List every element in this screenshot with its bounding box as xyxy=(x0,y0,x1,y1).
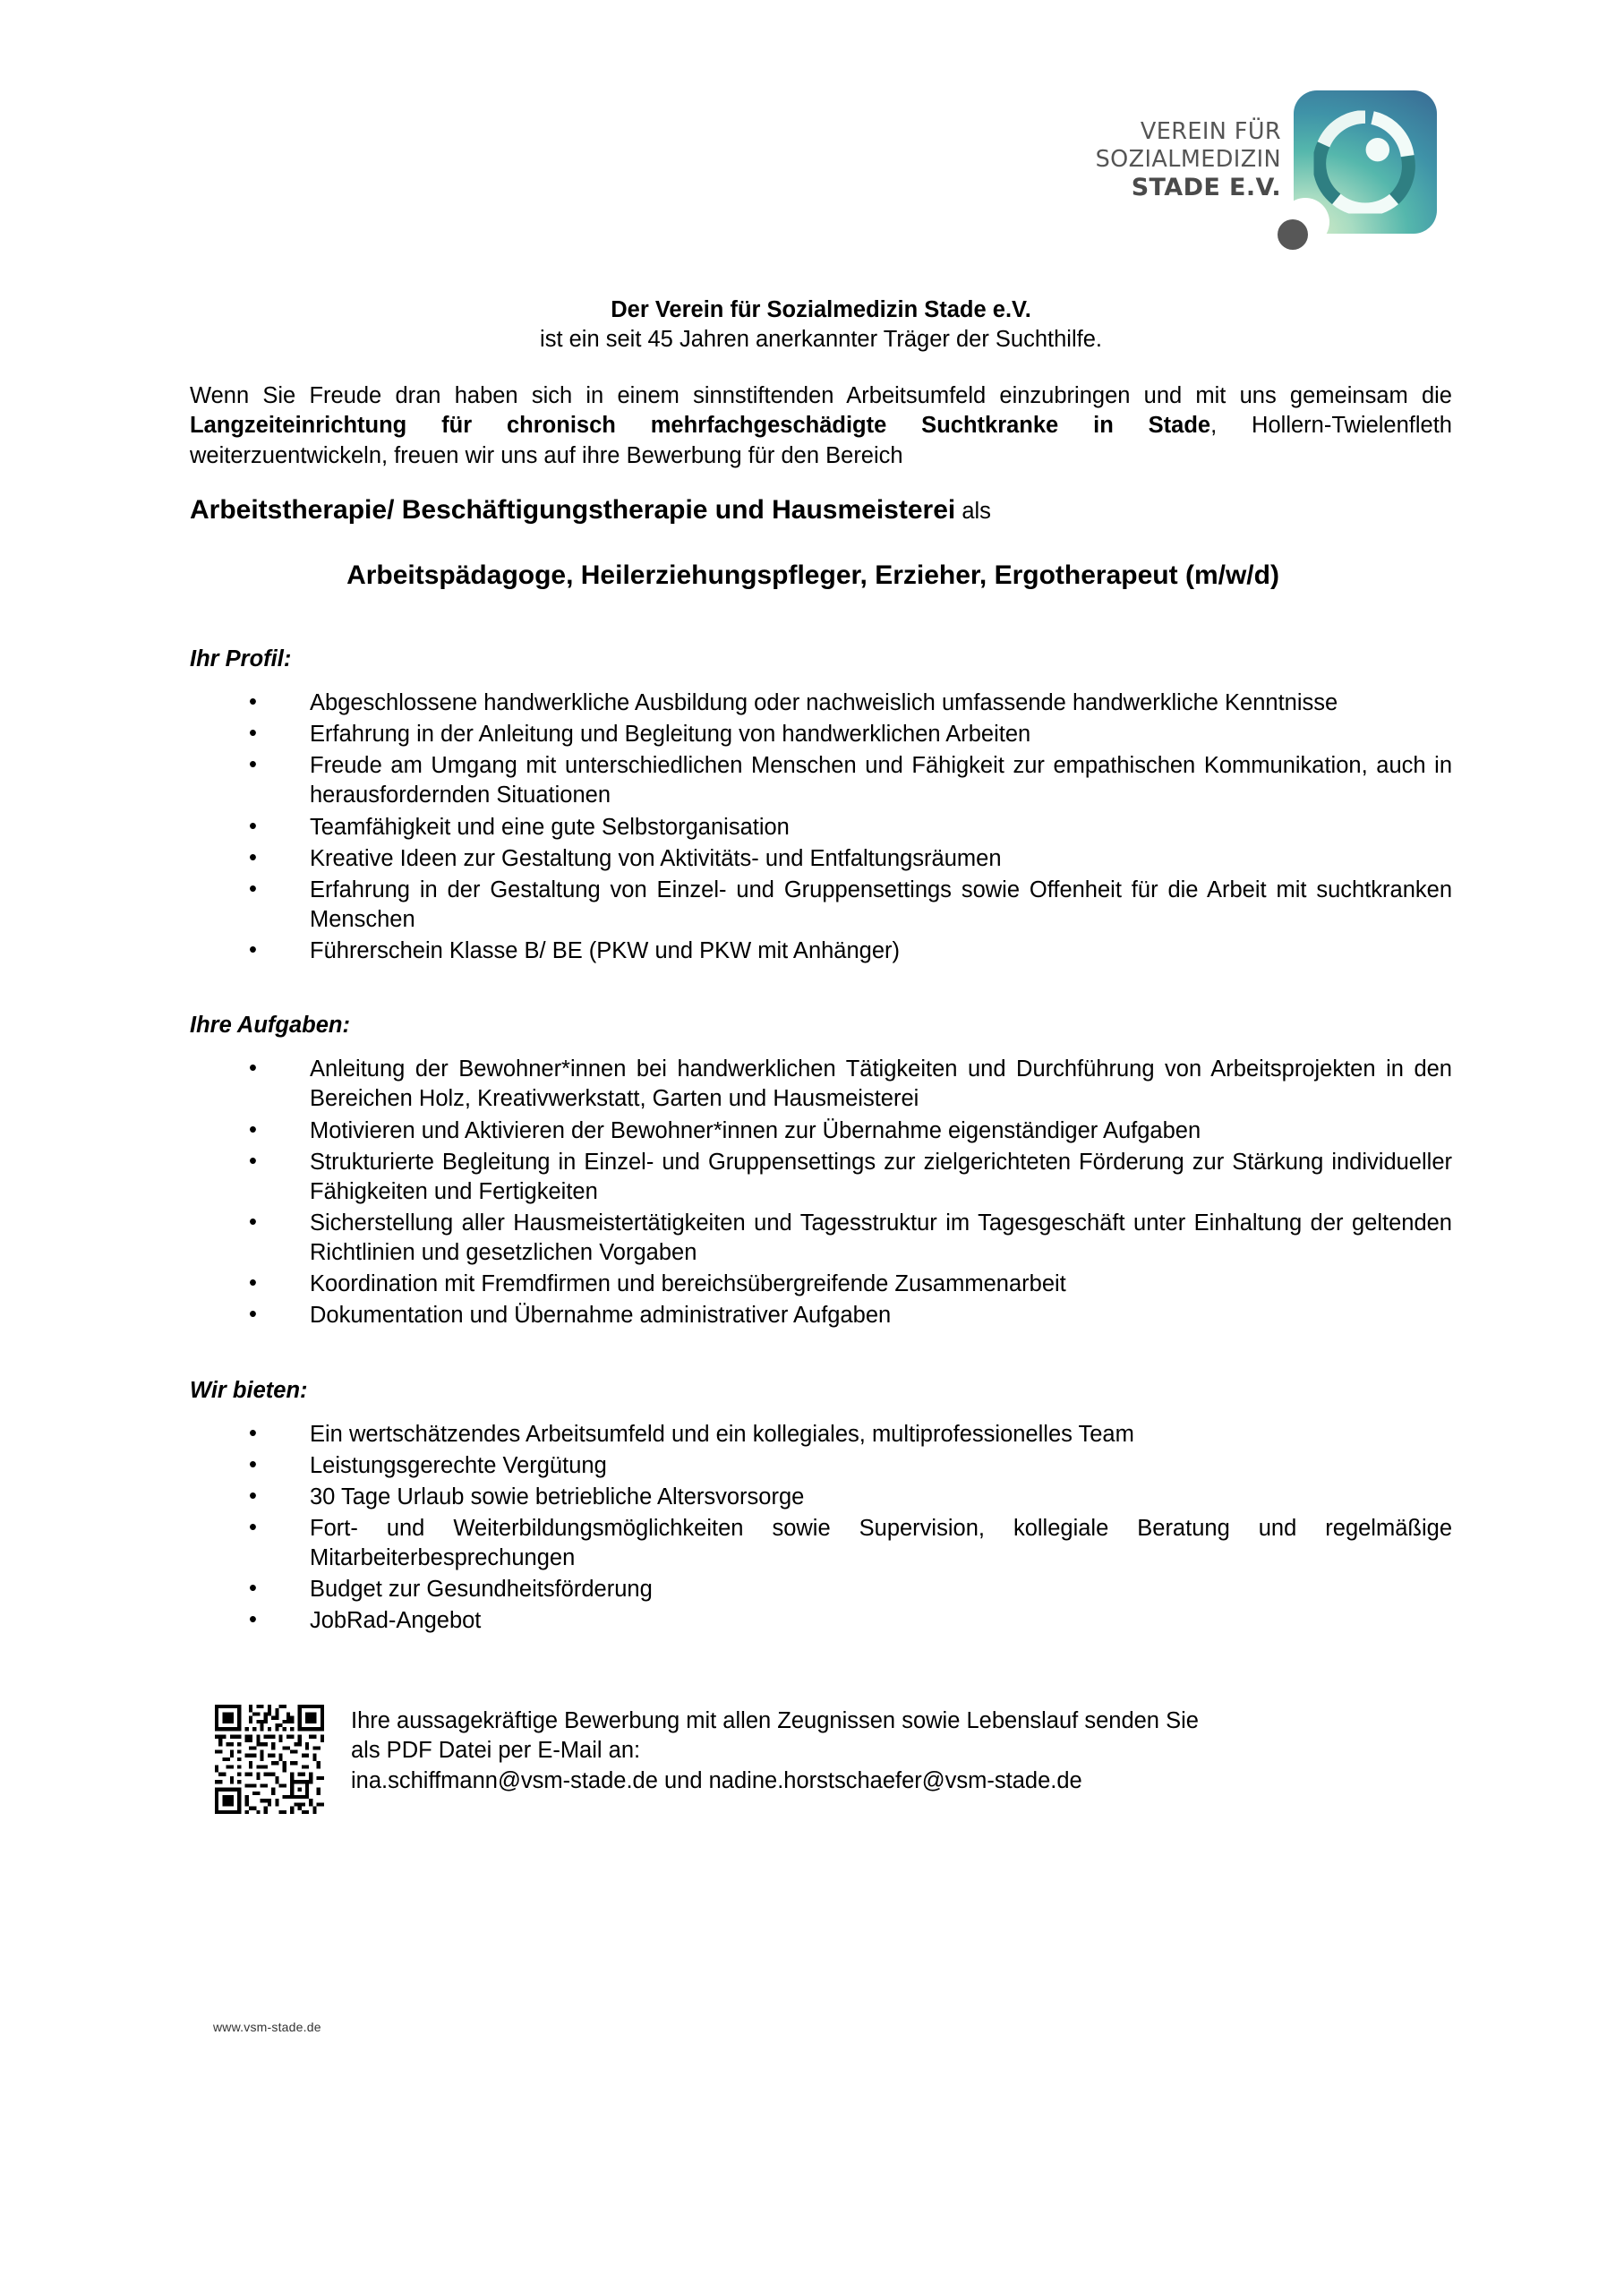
list-item: • Freude am Umgang mit unterschiedlichen Menschen und Fähigkeit zur empathischen Kommunikation, auch in herausfordernden Situationen xyxy=(190,751,1452,810)
intro-part-1: Wenn Sie Freude dran haben sich in einem sinnstiftenden Arbeitsumfeld einzubringen und mit uns gemeinsam die xyxy=(190,383,1452,409)
logo-line-1: VEREIN FÜR xyxy=(1140,117,1281,145)
qr-code-icon xyxy=(215,1705,324,1814)
intro-bold-facility: Langzeiteinrichtung für chronisch mehrfachgeschädigte Suchtkranke in Stade xyxy=(190,413,1211,439)
profile-list xyxy=(190,688,1452,966)
organization-subtitle: ist ein seit 45 Jahren anerkannter Träger der Suchthilfe. xyxy=(540,327,1102,353)
application-instructions xyxy=(190,1701,1452,1814)
section-heading-offer: Wir bieten: xyxy=(190,1377,308,1403)
list-item: • Leistungsgerechte Vergütung xyxy=(190,1451,1452,1481)
website-url[interactable]: www.vsm-stade.de xyxy=(213,2020,321,2034)
offer-list xyxy=(190,1420,1452,1637)
list-item: • Koordination mit Fremdfirmen und bereichsübergreifende Zusammenarbeit xyxy=(190,1270,1452,1299)
list-item: • Führerschein Klasse B/ BE (PKW und PKW mit Anhänger) xyxy=(190,936,1452,966)
list-item: • Sicherstellung aller Hausmeistertätigkeiten und Tagesstruktur im Tagesgeschäft unter Einhaltung der geltenden Richtlinien und gesetzlichen Vorgaben xyxy=(190,1209,1452,1268)
section-heading-profile: Ihr Profil: xyxy=(190,646,292,671)
intro-paragraph xyxy=(190,381,1452,470)
department-line xyxy=(190,493,1452,527)
list-item: • Fort- und Weiterbildungsmöglichkeiten sowie Supervision, kollegiale Beratung und regelmäßige Mitarbeiterbesprechungen xyxy=(190,1514,1452,1573)
list-item: • 30 Tage Urlaub sowie betriebliche Altersvorsorge xyxy=(190,1483,1452,1512)
header-block xyxy=(190,295,1452,355)
intro-part-2: , Hollern-Twielenfleth weiterzuentwickeln, freuen wir uns auf ihre Bewerbung für den Bereich xyxy=(190,413,1452,468)
list-item: • JobRad-Angebot xyxy=(190,1606,1452,1636)
list-item: • Dokumentation und Übernahme administrativer Aufgaben xyxy=(190,1301,1452,1330)
document-body xyxy=(190,0,1452,1814)
job-title: Arbeitspädagoge, Heilerziehungspfleger, Erzieher, Ergotherapeut (m/w/d) xyxy=(346,560,1279,590)
list-item: • Kreative Ideen zur Gestaltung von Aktivitäts- und Entfaltungsräumen xyxy=(190,844,1452,874)
apply-line-2: als PDF Datei per E-Mail an: xyxy=(351,1738,641,1764)
logo-line-3: STADE E.V. xyxy=(1131,174,1281,202)
list-item: • Erfahrung in der Gestaltung von Einzel- und Gruppensettings sowie Offenheit für die Arbeit mit suchtkranken Menschen xyxy=(190,876,1452,935)
tasks-list xyxy=(190,1055,1452,1330)
department-suffix: als xyxy=(955,499,991,525)
apply-email-line[interactable]: ina.schiffmann@vsm-stade.de und nadine.horstschaefer@vsm-stade.de xyxy=(351,1767,1082,1793)
list-item: • Ein wertschätzendes Arbeitsumfeld und ein kollegiales, multiprofessionelles Team xyxy=(190,1420,1452,1450)
section-heading-tasks: Ihre Aufgaben: xyxy=(190,1013,350,1039)
list-item: • Teamfähigkeit und eine gute Selbstorganisation xyxy=(190,813,1452,842)
list-item: • Strukturierte Begleitung in Einzel- und Gruppensettings zur zielgerichteten Förderung zur Stärkung individueller Fähigkeiten und Fertigkeiten xyxy=(190,1148,1452,1207)
organization-name: Der Verein für Sozialmedizin Stade e.V. xyxy=(611,297,1031,322)
list-item: • Budget zur Gesundheitsförderung xyxy=(190,1575,1452,1604)
department-name: Arbeitstherapie/ Beschäftigungstherapie und Hausmeisterei xyxy=(190,495,956,526)
list-item: • Abgeschlossene handwerkliche Ausbildung oder nachweislich umfassende handwerkliche Kenntnisse xyxy=(190,688,1452,718)
list-item: • Erfahrung in der Anleitung und Begleitung von handwerklichen Arbeiten xyxy=(190,720,1452,749)
apply-instructions-text xyxy=(351,1701,1199,1797)
logo-line-2: SOZIALMEDIZIN xyxy=(1095,146,1281,174)
list-item: • Anleitung der Bewohner*innen bei handwerklichen Tätigkeiten und Durchführung von Arbeitsprojekten in den Bereichen Holz, Kreativwerkstatt, Garten und Hausmeisterei xyxy=(190,1055,1452,1114)
list-item: • Motivieren und Aktivieren der Bewohner*innen zur Übernahme eigenständiger Aufgaben xyxy=(190,1116,1452,1146)
apply-line-1: Ihre aussagekräftige Bewerbung mit allen Zeugnissen sowie Lebenslauf senden Sie xyxy=(351,1707,1199,1733)
